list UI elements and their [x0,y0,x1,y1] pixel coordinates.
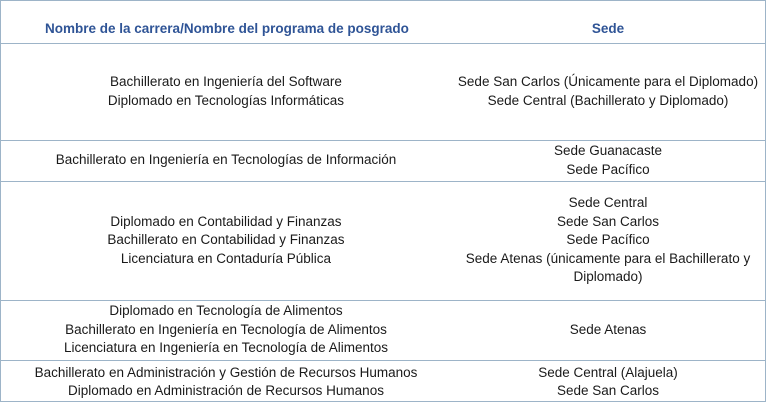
table-row [1,140,765,181]
header-program: Nombre de la carrera/Nombre del programa de posgrado [45,21,409,37]
program-cell [1,140,451,181]
program-name: Licenciatura en Ingeniería en Tecnología de Alimentos [64,340,388,356]
campus-name: Sede San Carlos [556,213,660,229]
program-cell [1,360,451,404]
campus-name: Sede Central (Bachillerato y Diplomado) [487,92,729,108]
program-name: Diplomado en Tecnologías Informáticas [107,92,345,108]
campus-name: Sede Atenas (únicamente para el Bachillerato y [465,250,751,266]
campus-cell [451,360,765,404]
table-row [1,43,765,140]
program-name: Bachillerato en Ingeniería del Software [110,74,342,89]
program-name: Bachillerato en Ingeniería en Tecnologías de Información [55,152,397,168]
campus-name: Diplomado) [573,269,643,285]
programs-table [1,1,765,404]
campus-name: Sede Central (Alajuela) [538,364,678,380]
program-name: Diplomado en Tecnología de Alimentos [109,303,343,319]
campus-name: Sede Pacífico [566,161,650,177]
program-name: Diplomado en Administración de Recursos Humanos [68,383,384,398]
table-row [1,181,765,300]
campus-cell [451,140,765,181]
program-name: Bachillerato en Administración y Gestión de Recursos Humanos [34,364,418,380]
table-row [1,360,765,404]
program-name: Diplomado en Contabilidad y Finanzas [110,213,342,229]
table-row [1,300,765,360]
program-name: Bachillerato en Ingeniería en Tecnología de Alimentos [65,321,387,337]
campus-name: Sede San Carlos [556,383,660,398]
campus-name: Sede Guanacaste [553,143,663,158]
campus-cell [451,300,765,360]
campus-cell [451,43,765,140]
program-cell [1,300,451,360]
header-campus: Sede [591,21,625,37]
campus-name: Sede Central [568,195,648,211]
campus-name: Sede San Carlos (Únicamente para el Diplomado) [457,74,759,89]
program-cell [1,43,451,140]
campus-cell [451,181,765,300]
program-name: Bachillerato en Contabilidad y Finanzas [107,232,345,248]
campus-name: Sede Atenas [569,321,647,337]
campus-name: Sede Pacífico [566,232,650,248]
program-cell [1,181,451,300]
table-header-row [1,1,765,43]
program-name: Licenciatura en Contaduría Pública [120,250,332,266]
